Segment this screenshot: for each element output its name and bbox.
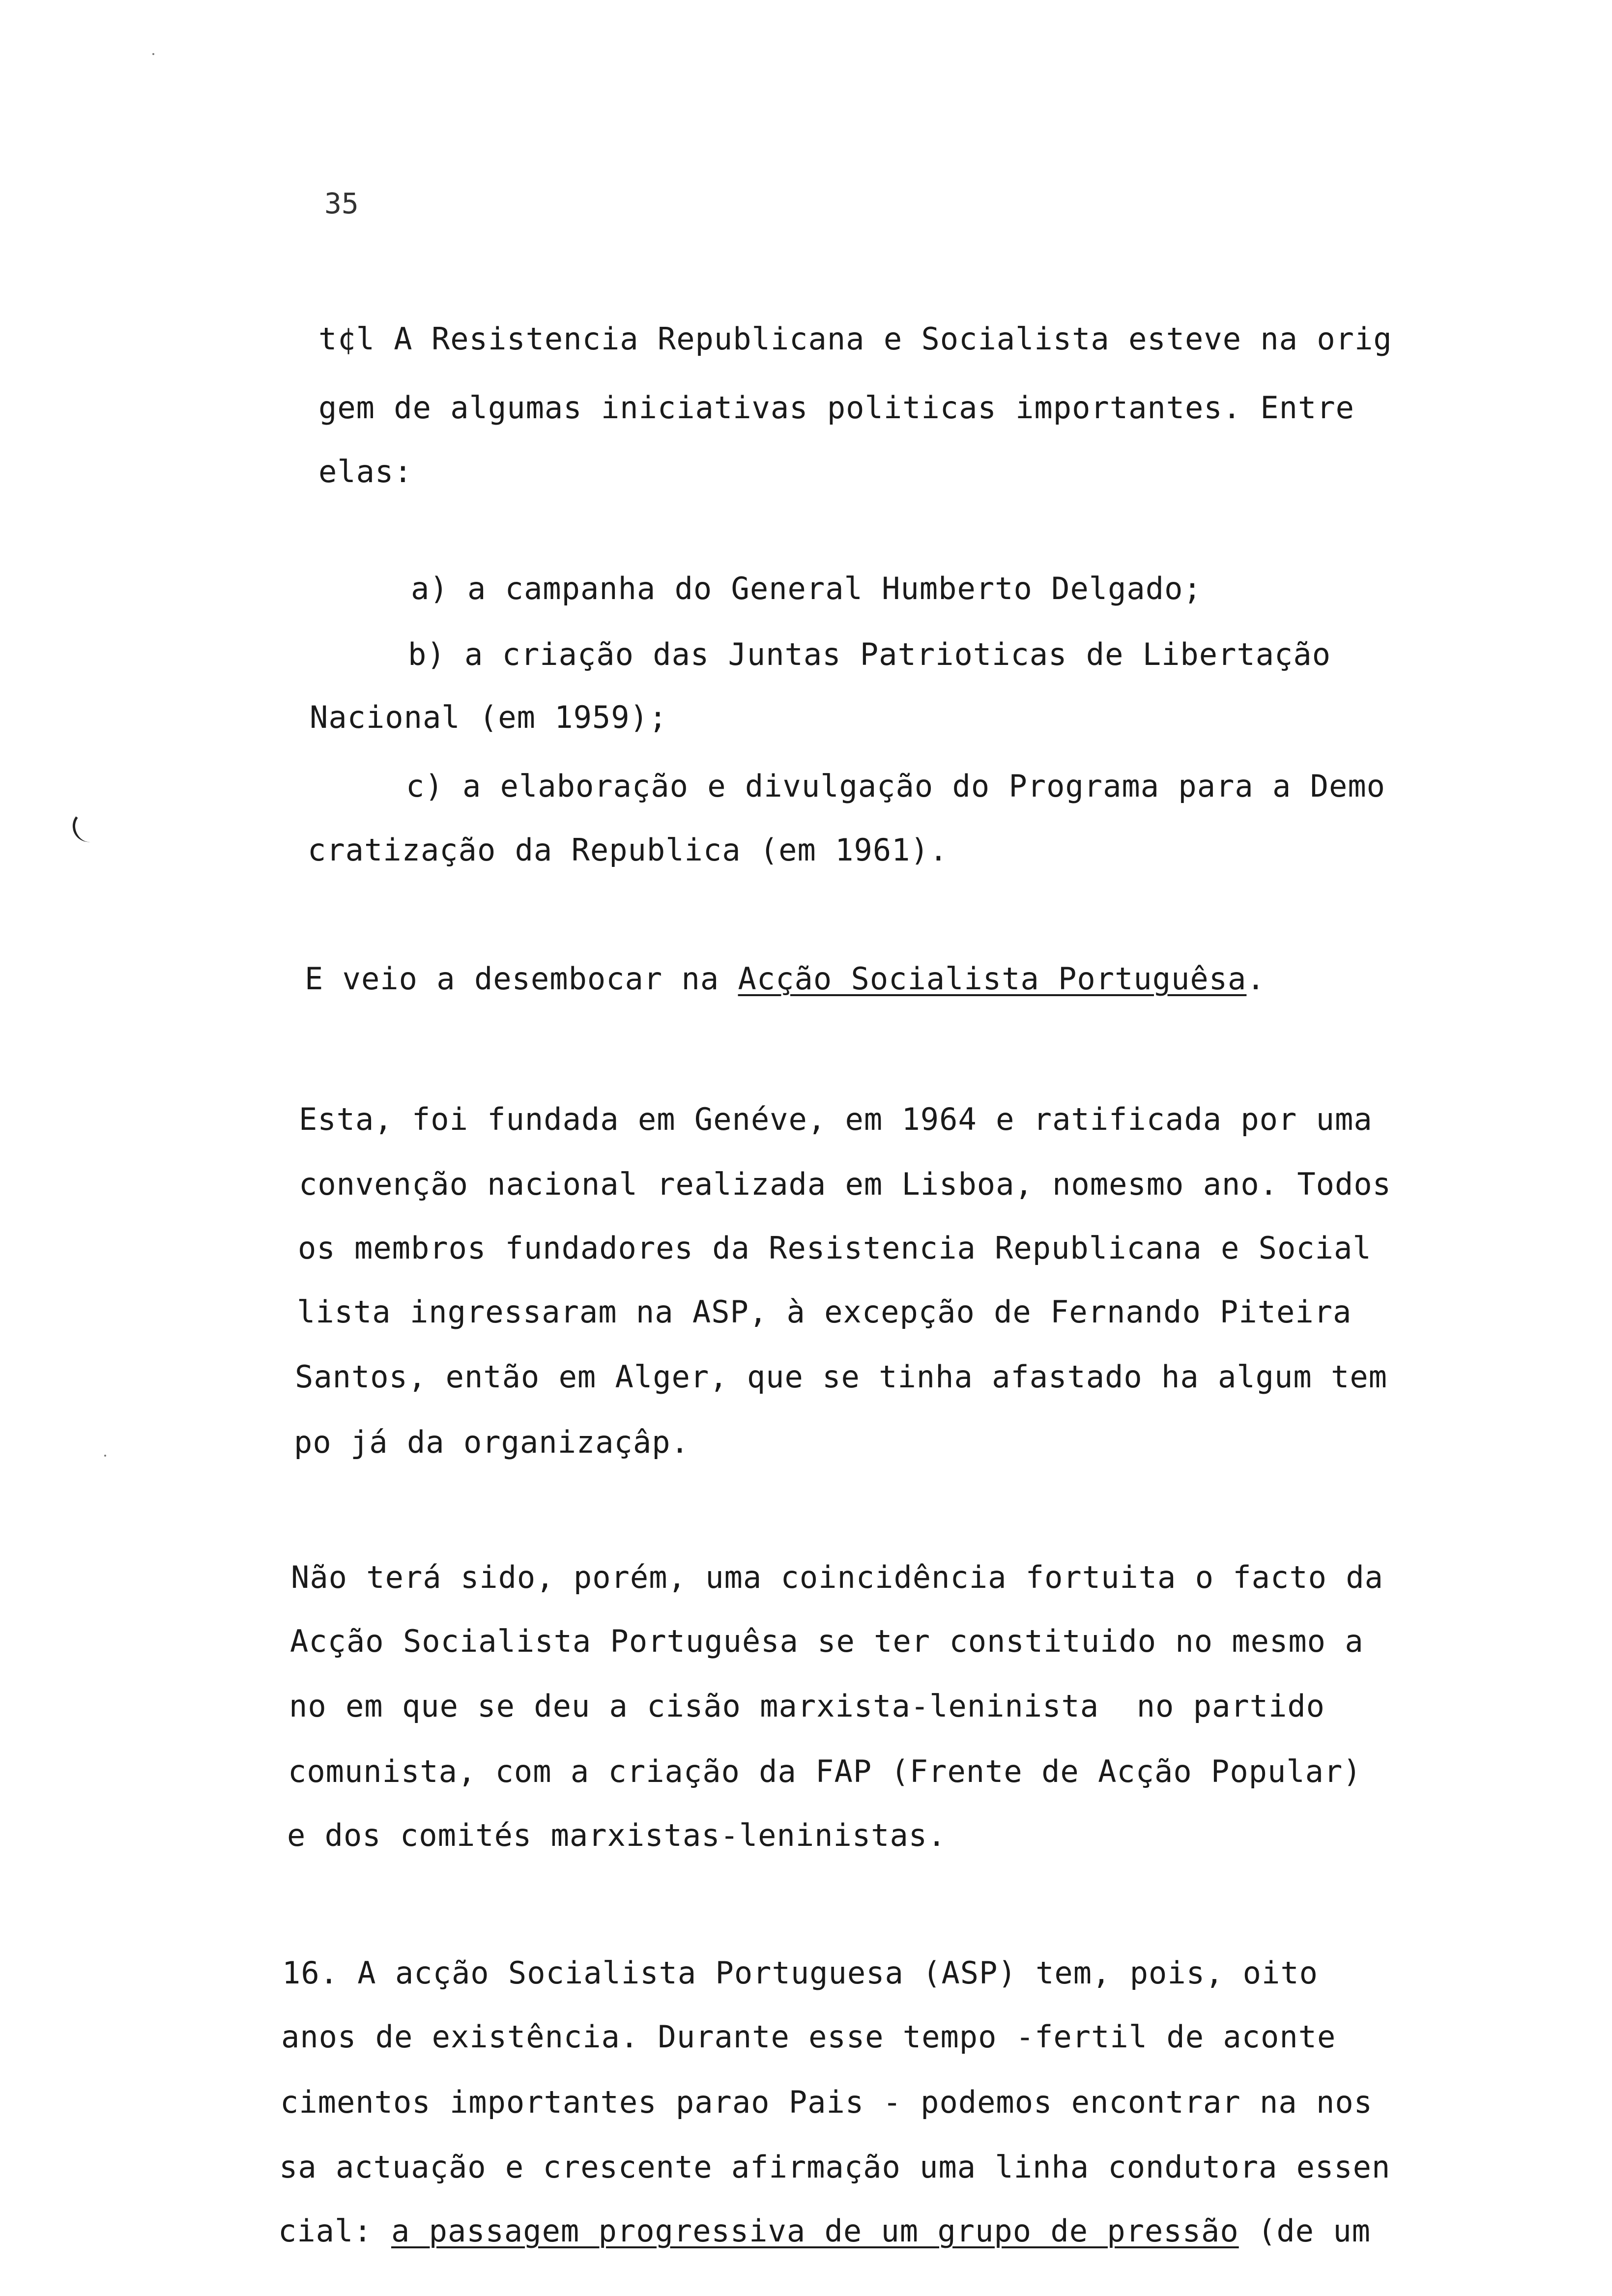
founding-line-5: Santos, então em Alger, que se tinha afastado ha algum tem: [295, 1359, 1387, 1395]
coincidence-line-3: no em que se deu a cisão marxista-leninista no partido: [289, 1688, 1325, 1724]
list-item-b-line-2: Nacional (em 1959);: [310, 699, 668, 735]
last-line-lead: cial:: [278, 2213, 391, 2249]
asp-sentence-lead: E veio a desembocar na: [305, 961, 738, 997]
asp-sentence: [305, 959, 1266, 999]
coincidence-line-4: comunista, com a criação da FAP (Frente de Acção Popular): [288, 1753, 1362, 1789]
section16-line-4: sa actuação e crescente afirmação uma linha condutora essen: [279, 2149, 1391, 2185]
founding-line-1: Esta, foi fundada em Genéve, em 1964 e ratificada por uma: [299, 1101, 1373, 1137]
coincidence-line-5: e dos comités marxistas-leninistas.: [287, 1817, 947, 1853]
coincidence-line-1: Não terá sido, porém, uma coincidência fortuita o facto da: [291, 1559, 1383, 1595]
section16-line-2: anos de existência. Durante esse tempo -fertil de aconte: [281, 2019, 1336, 2055]
founding-line-2: convenção nacional realizada em Lisboa, nomesmo ano. Todos: [299, 1166, 1391, 1202]
coincidence-line-2: Acção Socialista Portuguêsa se ter constituido no mesmo a: [290, 1623, 1364, 1659]
founding-line-4: lista ingressaram na ASP, à excepção de Fernando Piteira: [297, 1294, 1352, 1330]
founding-line-6: po já da organizaçâp.: [294, 1424, 690, 1460]
last-line-end: (de um: [1238, 2213, 1371, 2249]
list-item-b-line-1: b) a criação das Juntas Patrioticas de Libertação: [408, 636, 1331, 672]
asp-sentence-end: .: [1246, 961, 1266, 997]
list-item-c-line-2: cratização da Republica (em 1961).: [308, 832, 949, 868]
margin-bracket-mark: [71, 809, 95, 844]
founding-line-3: os membros fundadores da Resistencia Republicana e Social: [298, 1230, 1372, 1266]
scan-speck: [152, 53, 154, 55]
section16-line-5: [278, 2211, 1371, 2251]
intro-line-1: t¢l A Resistencia Republicana e Socialista esteve na orig: [318, 321, 1392, 357]
intro-line-2: gem de algumas iniciativas politicas importantes. Entre: [318, 390, 1354, 426]
list-item-c-line-1: c) a elaboração e divulgação do Programa para a Demo: [406, 768, 1386, 804]
scan-speck: [104, 1455, 106, 1457]
page-number: 35: [324, 187, 359, 220]
intro-line-3: elas:: [318, 454, 413, 489]
last-line-underlined: a passagem progressiva de um grupo de pressão: [391, 2213, 1239, 2249]
list-item-a: a) a campanha do General Humberto Delgado;: [411, 571, 1202, 606]
asp-name-underlined: Acção Socialista Portuguêsa: [738, 961, 1247, 997]
section16-line-3: cimentos importantes parao Pais - podemos encontrar na nos: [280, 2084, 1373, 2120]
section16-line-1: 16. A acção Socialista Portuguesa (ASP) tem, pois, oito: [282, 1955, 1318, 1991]
